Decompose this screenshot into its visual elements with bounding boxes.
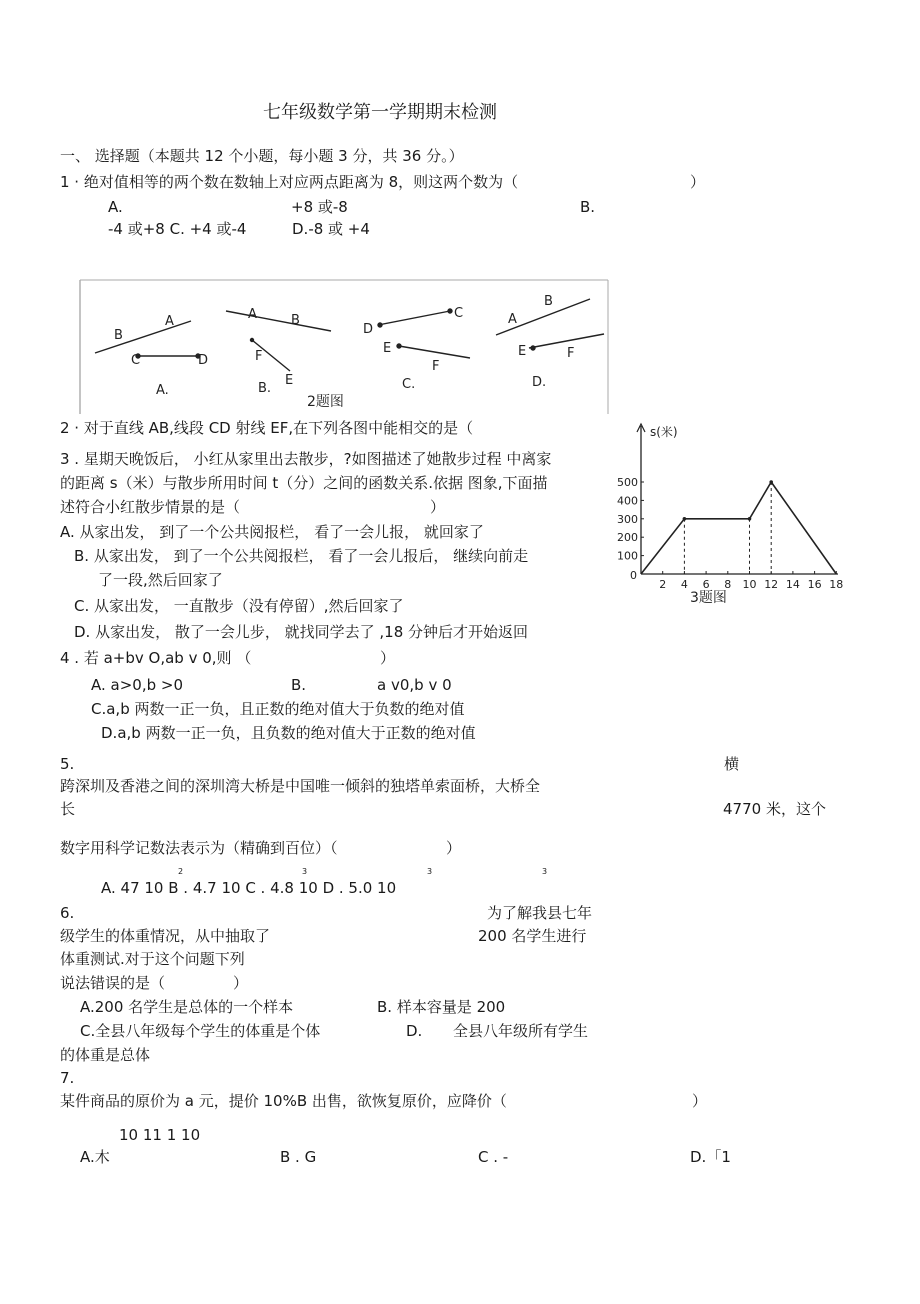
q3-line-3: 述符合小红散步情景的是（: [60, 498, 241, 516]
q6-paren-close: ）: [233, 974, 249, 992]
x-tick-label: 4: [680, 578, 688, 591]
q1-paren-close: ）: [690, 173, 706, 191]
q6-number: 6.: [60, 904, 75, 922]
q5-length: 4770 米，这个: [723, 800, 826, 818]
q3-option-b: B. 从家出发， 到了一个公共阅报栏， 看了一会儿报后， 继续向前走: [74, 547, 529, 565]
q4-option-d: D.a,b 两数一正一负，且负数的绝对值大于正数的绝对值: [101, 724, 476, 742]
q1-option-d: D.-8 或 +4: [292, 220, 370, 238]
q3-option-a: A. 从家出发， 到了一个公共阅报栏， 看了一会儿报， 就回家了: [60, 523, 484, 541]
q7-option-b: B . G: [280, 1148, 317, 1166]
q1-stem: 1 · 绝对值相等的两个数在数轴上对应两点距离为 8，则这两个数为（: [60, 173, 519, 191]
x-tick-label: 6: [702, 578, 710, 591]
q1-options-rest: -4 或+8 C. +4 或-4: [108, 220, 247, 238]
panel-a-point-2: A: [165, 314, 174, 329]
q7-paren-close: ）: [692, 1092, 708, 1110]
q5-options: [101, 879, 396, 897]
figure-2-caption: 2题图: [307, 394, 344, 410]
panel-a-point-1: B: [114, 328, 123, 343]
x-tick-label: 8: [724, 578, 732, 591]
panel-c-point-4: F: [432, 359, 440, 374]
q1-option-b-label: B.: [580, 198, 596, 216]
x-tick-label: 16: [807, 578, 822, 591]
q5-exponent-d: 3: [542, 867, 548, 876]
panel-d-point-1: A: [508, 312, 517, 327]
panel-b-point-3: F: [255, 349, 263, 364]
panel-a-point-4: D: [198, 353, 209, 368]
panel-a-label: A.: [156, 383, 169, 398]
q6-option-d-text: 全县八年级所有学生: [453, 1022, 589, 1040]
x-tick-label: 10: [742, 578, 757, 591]
panel-b-point-1: A: [248, 307, 257, 322]
panel-c-segment-dc: [378, 311, 450, 325]
figure-3-chart: [610, 416, 850, 608]
q7-number: 7.: [60, 1069, 75, 1087]
q7-option-d: D.「1: [690, 1148, 731, 1166]
q2-stem: 2 · 对于直线 AB,线段 CD 射线 EF,在下列各图中能相交的是（: [60, 419, 474, 437]
q7-stem: 某件商品的原价为 a 元，提价 10%B 出售，欲恢复原价，应降价（: [60, 1092, 507, 1110]
q4-stem: 4 . 若 a+bv O,ab v 0,则 （: [60, 649, 252, 667]
q6-right-text: 为了解我县七年: [487, 904, 593, 922]
q6-option-c: C.全县八年级每个学生的体重是个体: [80, 1022, 321, 1040]
q5-line-3: 数字用科学记数法表示为（精确到百位）（: [60, 839, 338, 857]
q5-options-text: A. 47 10 B . 4.7 10 C . 4.8 10 D . 5.0 10: [101, 879, 397, 897]
q6-line-3: 说法错误的是（: [60, 974, 166, 992]
q4-option-b-value: a v0,b v 0: [377, 676, 452, 694]
x-tick-label: 18: [829, 578, 844, 591]
q3-line-1: 3 . 星期天晚饭后， 小红从家里出去散步，?如图描述了她散步过程 中离家: [60, 450, 552, 468]
q6-line-2: 体重测试.对于这个问题下列: [60, 950, 245, 968]
q3-option-d: D. 从家出发， 散了一会儿步， 就找同学去了 ,18 分钟后才开始返回: [74, 623, 529, 641]
q7-option-a: A.木: [80, 1148, 110, 1166]
q6-count: 200 名学生进行: [478, 927, 587, 945]
y-tick-label: 200: [617, 531, 638, 545]
q4-option-c: C.a,b 两数一正一负，且正数的绝对值大于负数的绝对值: [91, 700, 465, 718]
panel-c-point-3: E: [383, 341, 392, 356]
y-tick-label: 300: [617, 512, 638, 526]
page-title: 七年级数学第一学期期末检测: [263, 102, 497, 123]
y-tick-label: 400: [617, 494, 638, 508]
panel-b-label: B.: [258, 381, 272, 396]
q4-option-a: A. a>0,b >0: [91, 676, 184, 694]
panel-a-line-ab: [95, 321, 191, 353]
q1-option-a-value: +8 或-8: [291, 198, 348, 216]
q5-exponent-b: 3: [302, 867, 308, 876]
figure-3-caption: 3题图: [690, 590, 727, 606]
y-tick-label: 500: [617, 476, 638, 489]
series-line: [641, 482, 836, 574]
q3-option-c: C. 从家出发， 一直散步（没有停留）,然后回家了: [74, 597, 404, 615]
q5-line-1: 跨深圳及香港之间的深圳湾大桥是中国唯一倾斜的独塔单索面桥，大桥全: [60, 777, 541, 795]
y-axis-label: s(米): [650, 425, 678, 439]
q6-option-b: B. 样本容量是 200: [377, 998, 506, 1016]
q4-option-b-label: B.: [291, 676, 307, 694]
q6-option-d-cont: 的体重是总体: [60, 1046, 151, 1064]
panel-d-label: D.: [532, 375, 547, 390]
q5-heng: 横: [724, 755, 740, 773]
q6-line-1: 级学生的体重情况，从中抽取了: [60, 927, 271, 945]
panel-c-ray-ef: [399, 346, 470, 358]
panel-d-point-2: B: [544, 294, 553, 309]
q3-paren-close: ）: [430, 498, 446, 516]
q7-option-c: C . -: [478, 1148, 509, 1166]
section-heading: 一、 选择题（本题共 12 个小题，每小题 3 分，共 36 分。）: [60, 147, 464, 165]
q3-line-2: 的距离 s（米）与散步所用时间 t（分）之间的函数关系.依据 图象,下面描: [60, 474, 548, 492]
x-tick-label: 12: [764, 578, 779, 591]
q3-option-b-cont: 了一段,然后回家了: [98, 571, 223, 589]
panel-b-point-2: B: [291, 313, 300, 328]
panel-b-line-ab: [226, 311, 331, 331]
panel-c-label: C.: [402, 377, 416, 392]
origin-label: 0: [630, 569, 637, 582]
panel-c-point-2: C: [454, 306, 464, 321]
q5-exponent-a: 2: [178, 867, 184, 876]
panel-d-point-4: F: [567, 346, 575, 361]
q5-exponent-c: 3: [427, 867, 433, 876]
q7-numerators: 10 11 1 10: [119, 1126, 201, 1144]
panel-d-point-3: E: [518, 344, 527, 359]
panel-a-point-3: C: [131, 353, 141, 368]
figure-2: [78, 278, 610, 416]
x-tick-label: 2: [659, 578, 667, 591]
q6-option-a: A.200 名学生是总体的一个样本: [80, 998, 294, 1016]
x-tick-label: 14: [785, 578, 800, 591]
q5-paren-close: ）: [446, 839, 462, 857]
y-tick-label: 100: [617, 549, 638, 563]
q4-paren-close: ）: [380, 649, 396, 667]
panel-c-point-1: D: [363, 322, 374, 337]
q1-option-a-label: A.: [108, 198, 123, 216]
q6-option-d-label: D.: [406, 1022, 423, 1040]
q5-line-2: 长: [60, 800, 76, 818]
panel-b-point-4: E: [285, 373, 294, 388]
q5-number: 5.: [60, 755, 75, 773]
